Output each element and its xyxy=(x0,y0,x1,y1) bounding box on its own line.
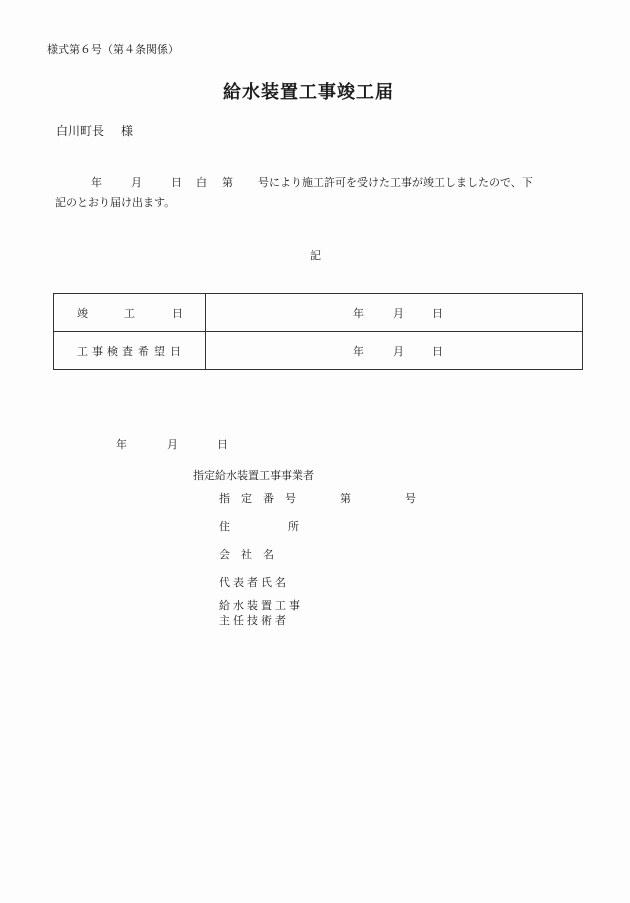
label-char: 竣 xyxy=(77,306,88,320)
form-number: 様式第６号（第４条関係） xyxy=(47,43,179,56)
value-day: 日 xyxy=(432,344,443,358)
table-row xyxy=(54,294,583,332)
completion-table xyxy=(53,293,583,370)
label-char: 希 xyxy=(138,344,149,358)
label-char: 事 xyxy=(92,344,103,358)
chief-engineer-label-1: 給水装置工事 xyxy=(219,599,303,612)
contractor-heading: 指定給水装置工事事業者 xyxy=(193,469,314,482)
submit-day: 日 xyxy=(217,438,228,451)
label-char: 検 xyxy=(107,344,118,358)
ki-heading: 記 xyxy=(310,249,321,262)
label-char: 工 xyxy=(124,306,135,320)
label-char: 日 xyxy=(170,344,181,358)
chief-engineer-label-2: 主任技術者 xyxy=(219,614,289,627)
value-year: 年 xyxy=(353,344,364,358)
body-year: 年 xyxy=(91,176,102,189)
addressee-name: 白川町長 xyxy=(56,124,105,138)
label-char: 望 xyxy=(154,344,165,358)
company-label: 会 社 名 xyxy=(219,548,274,561)
completion-date-label xyxy=(54,294,206,332)
label-char: 査 xyxy=(122,344,133,358)
address-label-1: 住 xyxy=(219,520,230,533)
submit-month: 月 xyxy=(167,438,178,451)
body-day: 日 xyxy=(171,176,182,189)
body-line2: 記のとおり届け出ます。 xyxy=(55,196,176,209)
representative-label: 代表者氏名 xyxy=(219,576,289,589)
completion-date-value[interactable] xyxy=(206,294,583,332)
body-dai: 第 xyxy=(222,176,233,189)
value-month: 月 xyxy=(393,306,404,320)
value-year: 年 xyxy=(353,306,364,320)
addressee-honorific: 様 xyxy=(121,124,134,138)
body-month: 月 xyxy=(131,176,142,189)
body-line1-rest: 号により施工許可を受けた工事が竣工しましたので、下 xyxy=(258,176,533,189)
page-title: 給水装置工事竣工届 xyxy=(223,82,394,103)
inspection-date-value[interactable] xyxy=(206,332,583,370)
value-month: 月 xyxy=(393,344,404,358)
designation-go: 号 xyxy=(405,492,416,505)
designation-label: 指 定 番 号 xyxy=(219,492,296,505)
table-row xyxy=(54,332,583,370)
designation-dai: 第 xyxy=(340,492,351,505)
submit-year: 年 xyxy=(116,438,127,451)
body-office-char: 白 xyxy=(196,176,207,189)
label-char: 工 xyxy=(77,344,88,358)
value-day: 日 xyxy=(432,306,443,320)
address-label-2: 所 xyxy=(288,520,299,533)
inspection-date-label xyxy=(54,332,206,370)
label-char: 日 xyxy=(172,306,183,320)
